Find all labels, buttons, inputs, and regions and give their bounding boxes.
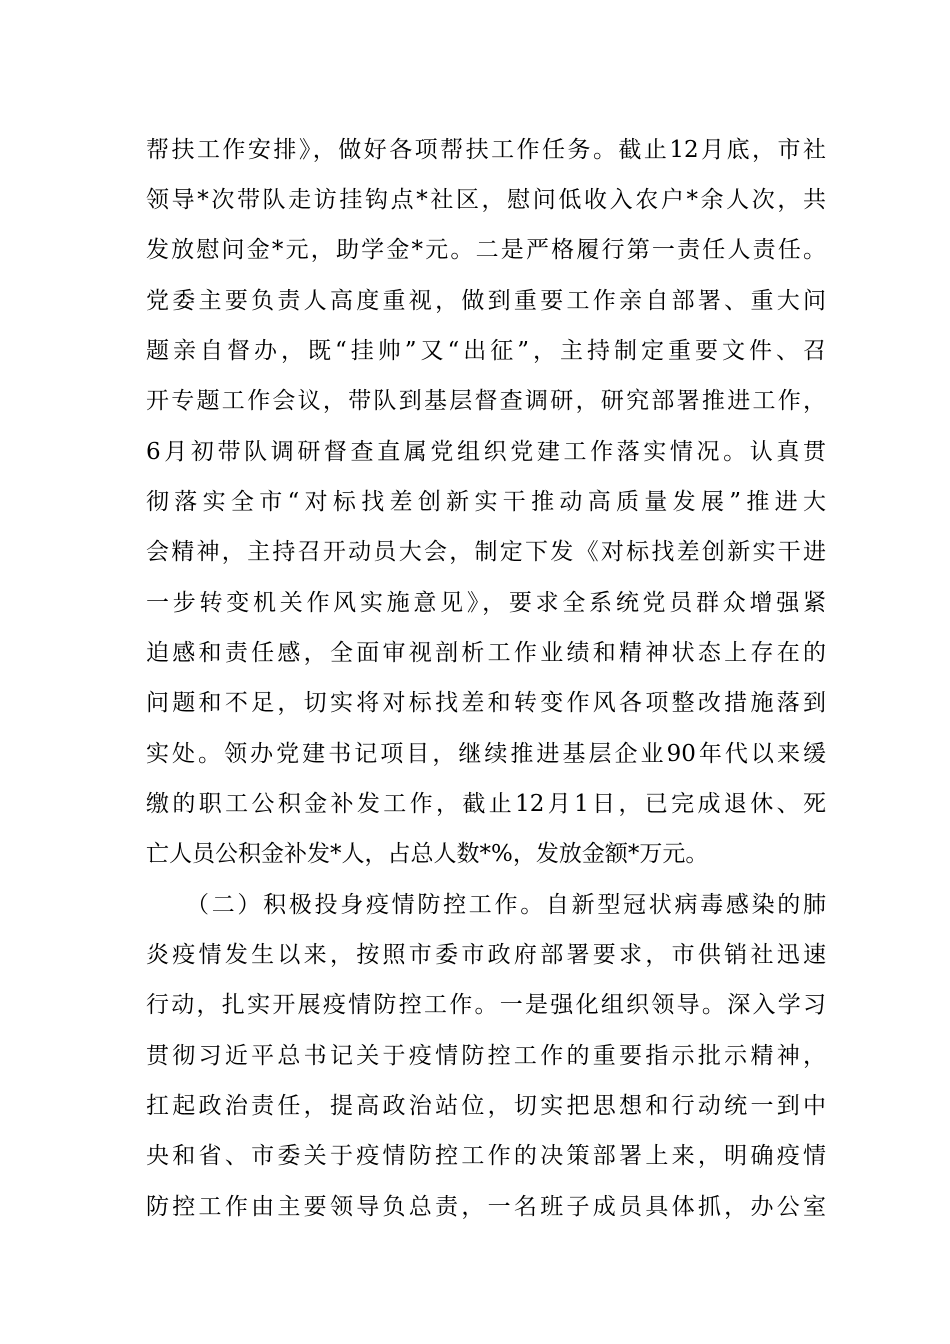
paragraph-line: 题亲自督办，既“挂帅”又“出征”，主持制定重要文件、召 xyxy=(146,338,826,364)
paragraph-line: 缴的职工公积金补发工作，截止12月1日，已完成退休、死 xyxy=(146,791,826,817)
paragraph-line: 会精神，主持召开动员大会，制定下发《对标找差创新实干进 xyxy=(146,539,826,565)
paragraph-line: 实处。领办党建书记项目，继续推进基层企业90年代以来缓 xyxy=(146,741,826,767)
paragraph-line: 帮扶工作安排》，做好各项帮扶工作任务。截止12月底，市社 xyxy=(146,137,826,163)
paragraph-line: 央和省、市委关于疫情防控工作的决策部署上来，明确疫情 xyxy=(146,1143,826,1169)
section-heading-line: （二）积极投身疫情防控工作。自新型冠状病毒感染的肺 xyxy=(186,892,826,918)
paragraph-line: 扛起政治责任，提高政治站位，切实把思想和行动统一到中 xyxy=(146,1093,826,1119)
paragraph-line: 领导*次带队走访挂钩点*社区，慰问低收入农户*余人次，共 xyxy=(146,187,826,213)
paragraph-line: 党委主要负责人高度重视，做到重要工作亲自部署、重大问 xyxy=(146,288,826,314)
paragraph-line: 亡人员公积金补发*人，占总人数*%，发放金额*万元。 xyxy=(146,841,709,867)
paragraph-line: 炎疫情发生以来，按照市委市政府部署要求，市供销社迅速 xyxy=(146,942,826,968)
paragraph-line: 问题和不足，切实将对标找差和转变作风各项整改措施落到 xyxy=(146,690,826,716)
paragraph-line: 一步转变机关作风实施意见》，要求全系统党员群众增强紧 xyxy=(146,590,826,616)
paragraph-line: 6月初带队调研督查直属党组织党建工作落实情况。认真贯 xyxy=(146,439,826,465)
paragraph-line: 彻落实全市“对标找差创新实干推动高质量发展”推进大 xyxy=(146,489,826,515)
paragraph-line: 开专题工作会议，带队到基层督查调研，研究部署推进工作， xyxy=(146,388,826,414)
paragraph-line: 迫感和责任感，全面审视剖析工作业绩和精神状态上存在的 xyxy=(146,640,826,666)
paragraph-line: 行动，扎实开展疫情防控工作。一是强化组织领导。深入学习 xyxy=(146,992,826,1018)
paragraph-line: 发放慰问金*元，助学金*元。二是严格履行第一责任人责任。 xyxy=(146,237,826,263)
paragraph-line: 贯彻习近平总书记关于疫情防控工作的重要指示批示精神， xyxy=(146,1043,826,1069)
paragraph-line: 防控工作由主要领导负总责，一名班子成员具体抓，办公室 xyxy=(146,1194,826,1220)
